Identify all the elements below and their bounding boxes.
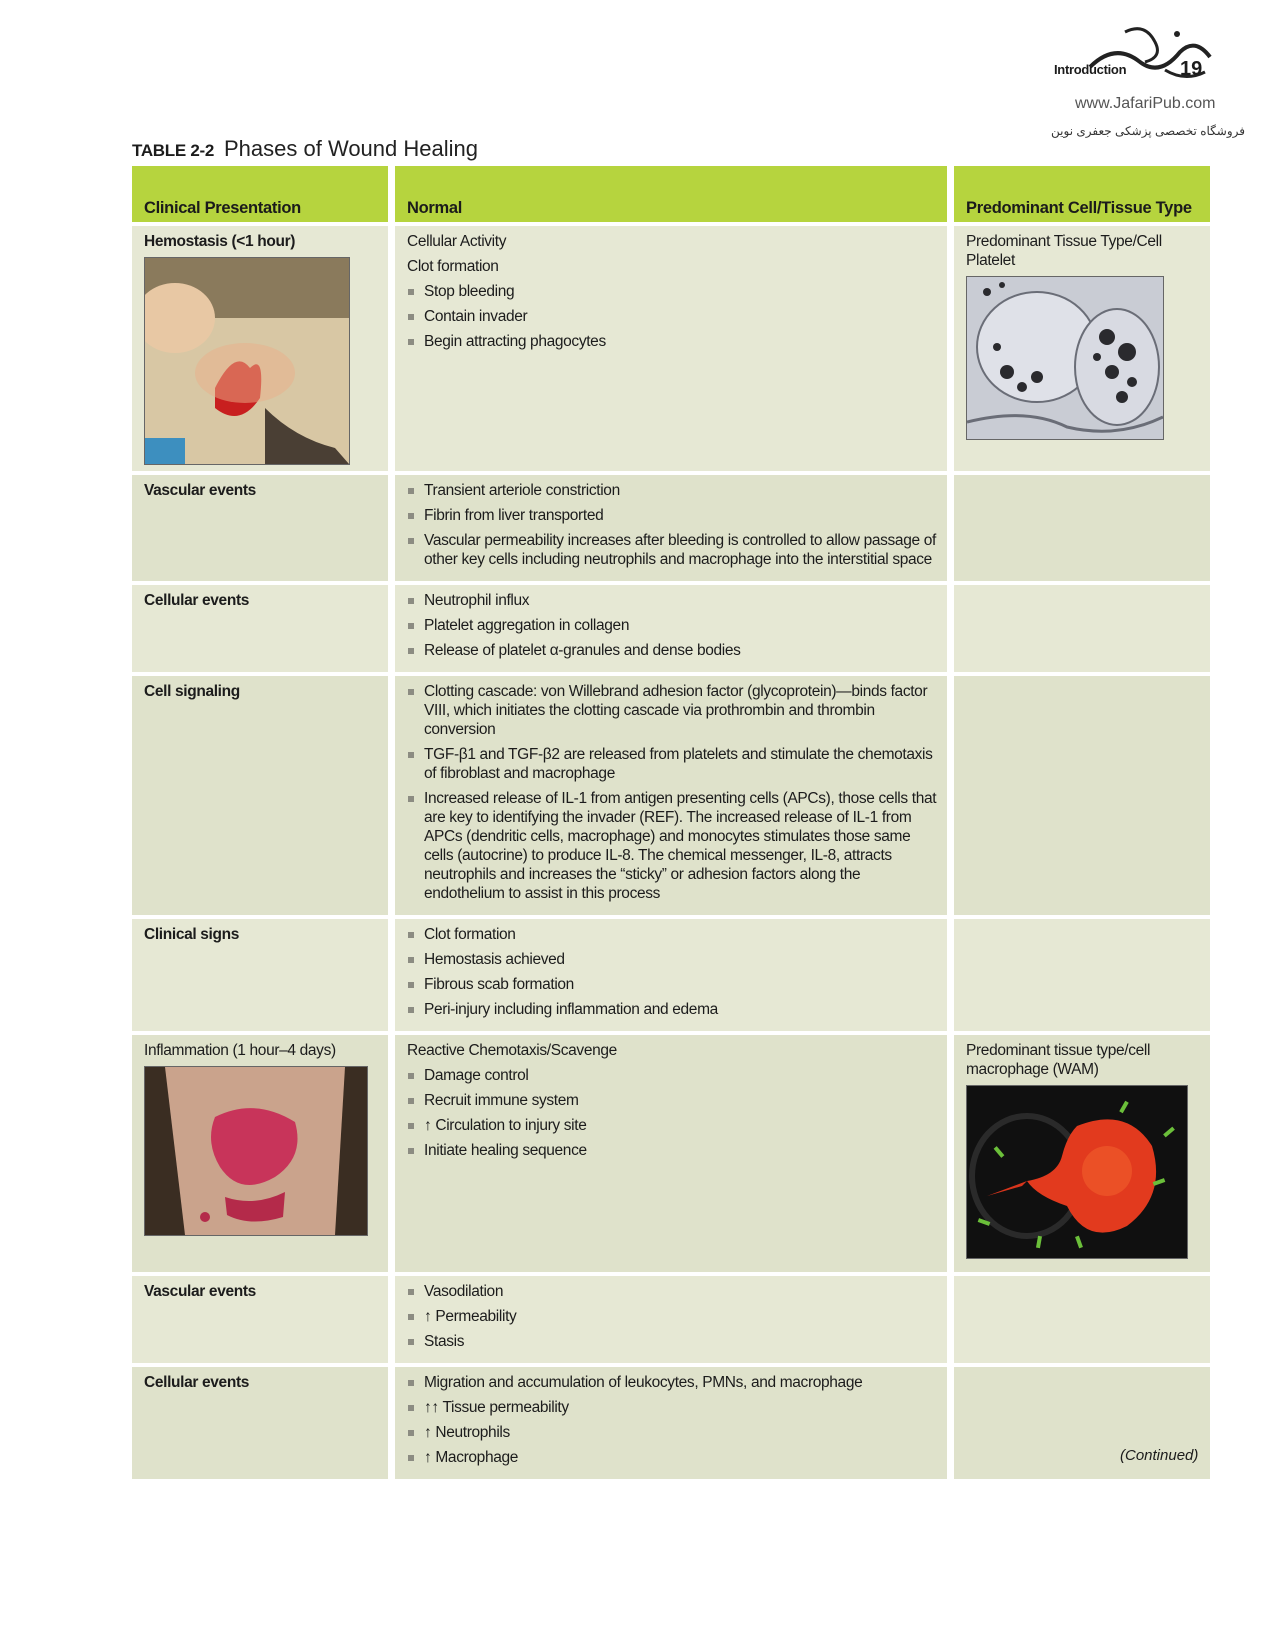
list-item: Clotting cascade: von Willebrand adhesion factor (glycoprotein)—binds factor VIII, which initiates the clotting cascade via prothrombin and thrombin conversion (407, 682, 937, 739)
activity-heading: Cellular Activity (407, 233, 507, 250)
table-row-signaling-normal-cell (395, 676, 947, 915)
list-item: Release of platelet α-granules and dense bodies (407, 641, 937, 660)
page-number: 19 (1180, 58, 1203, 80)
list-item: Recruit immune system (407, 1091, 937, 1110)
list-item: ↑ Neutrophils (407, 1423, 937, 1442)
list-item: Begin attracting phagocytes (407, 332, 937, 351)
list-item: Fibrous scab formation (407, 975, 937, 994)
row-label: Clinical signs (144, 926, 240, 943)
table-row-clinical-signs-normal-cell (395, 919, 947, 1031)
calligraphy-logo-icon (1085, 22, 1215, 92)
item-list (407, 282, 937, 351)
table-row-signaling-label-cell (132, 676, 388, 915)
table-row-hemostasis-normal-cell (395, 226, 947, 471)
hemostasis-wound-photo (144, 257, 350, 465)
item-list (407, 481, 937, 569)
item-list (407, 1373, 937, 1467)
platelet-micrograph (966, 276, 1164, 440)
list-item: Contain invader (407, 307, 937, 326)
list-item: Stop bleeding (407, 282, 937, 301)
cell-type-name: macrophage (WAM) (966, 1061, 1099, 1078)
list-item: Vasodilation (407, 1282, 937, 1301)
continued-note: (Continued) (1120, 1447, 1199, 1464)
table-row-cellular-type-cell (954, 585, 1210, 672)
table-row-clinical-signs-label-cell (132, 919, 388, 1031)
table-row-vascular-label-cell (132, 475, 388, 581)
table-row-vascular-type-cell (954, 475, 1210, 581)
table-row-hemostasis-type-cell (954, 226, 1210, 471)
site-url: www.JafariPub.com (1075, 95, 1216, 112)
macrophage-micrograph (966, 1085, 1188, 1259)
list-item: ↑↑ Tissue permeability (407, 1398, 937, 1417)
list-item: Damage control (407, 1066, 937, 1085)
table-label: TABLE 2-2 (132, 141, 214, 160)
list-item: Stasis (407, 1332, 937, 1351)
item-list (407, 1066, 937, 1160)
table-row-vascular-2-type-cell (954, 1276, 1210, 1363)
list-item: ↑ Macrophage (407, 1448, 937, 1467)
table-row-inflammation-type-cell (954, 1035, 1210, 1272)
row-label: Vascular events (144, 1283, 256, 1300)
table-name: Phases of Wound Healing (224, 136, 478, 161)
table-row-hemostasis-label-cell (132, 226, 388, 471)
list-item: Clot formation (407, 925, 937, 944)
cell-type-heading: Predominant Tissue Type/Cell (966, 233, 1162, 250)
list-item: ↑ Circulation to injury site (407, 1116, 937, 1135)
page-header (0, 0, 1273, 150)
activity-heading: Reactive Chemotaxis/Scavenge (407, 1042, 617, 1059)
column-header-clinical: Clinical Presentation (132, 166, 388, 222)
table-row-vascular-2-label-cell (132, 1276, 388, 1363)
wound-healing-table (132, 166, 1210, 1479)
column-header-cell-type: Predominant Cell/Tissue Type (954, 166, 1210, 222)
table-row-clinical-signs-type-cell (954, 919, 1210, 1031)
list-item: Platelet aggregation in collagen (407, 616, 937, 635)
table-row-vascular-normal-cell (395, 475, 947, 581)
list-item: Hemostasis achieved (407, 950, 937, 969)
table-row-vascular-2-normal-cell (395, 1276, 947, 1363)
cell-type-heading: Predominant tissue type/cell (966, 1042, 1151, 1059)
site-name: فروشگاه تخصصی پزشکی جعفری نوین (1051, 124, 1245, 138)
list-item: TGF-β1 and TGF-β2 are released from platelets and stimulate the chemotaxis of fibroblast and macrophage (407, 745, 937, 783)
list-item: ↑ Permeability (407, 1307, 937, 1326)
item-list (407, 1282, 937, 1351)
activity-subheading: Clot formation (407, 258, 499, 275)
row-label: Hemostasis (<1 hour) (144, 233, 296, 250)
table-title (132, 136, 478, 162)
list-item: Transient arteriole constriction (407, 481, 937, 500)
list-item: Vascular permeability increases after bleeding is controlled to allow passage of other key cells including neutrophils and macrophage into the interstitial space (407, 531, 937, 569)
table-row-inflammation-label-cell (132, 1035, 388, 1272)
item-list (407, 591, 937, 660)
table-row-cellular-2-label-cell (132, 1367, 388, 1479)
table-row-inflammation-normal-cell (395, 1035, 947, 1272)
list-item: Neutrophil influx (407, 591, 937, 610)
cell-type-name: Platelet (966, 252, 1015, 269)
row-label: Cellular events (144, 1374, 250, 1391)
row-label: Cellular events (144, 592, 250, 609)
table-row-cellular-label-cell (132, 585, 388, 672)
column-header-normal: Normal (395, 166, 947, 222)
list-item: Initiate healing sequence (407, 1141, 937, 1160)
item-list (407, 925, 937, 1019)
list-item: Increased release of IL-1 from antigen presenting cells (APCs), those cells that are key to identifying the invader (REF). The increased release of IL-1 from APCs (dendritic cells, macrophage) and monocytes stimulates those same cells (autocrine) to produce IL-8. The chemical messenger, IL-8, attracts neutrophils and increases the “sticky” or adhesion factors along the endothelium to assist in this process (407, 789, 937, 903)
table-row-cellular-2-normal-cell (395, 1367, 947, 1479)
inflammation-wound-photo (144, 1066, 368, 1236)
list-item: Peri-injury including inflammation and edema (407, 1000, 937, 1019)
row-label: Cell signaling (144, 683, 240, 700)
row-label: Vascular events (144, 482, 256, 499)
row-label: Inflammation (1 hour–4 days) (144, 1042, 336, 1059)
list-item: Migration and accumulation of leukocytes, PMNs, and macrophage (407, 1373, 937, 1392)
list-item: Fibrin from liver transported (407, 506, 937, 525)
item-list (407, 682, 937, 903)
table-row-signaling-type-cell (954, 676, 1210, 915)
table-row-cellular-normal-cell (395, 585, 947, 672)
running-head: Introduction (1054, 62, 1127, 77)
